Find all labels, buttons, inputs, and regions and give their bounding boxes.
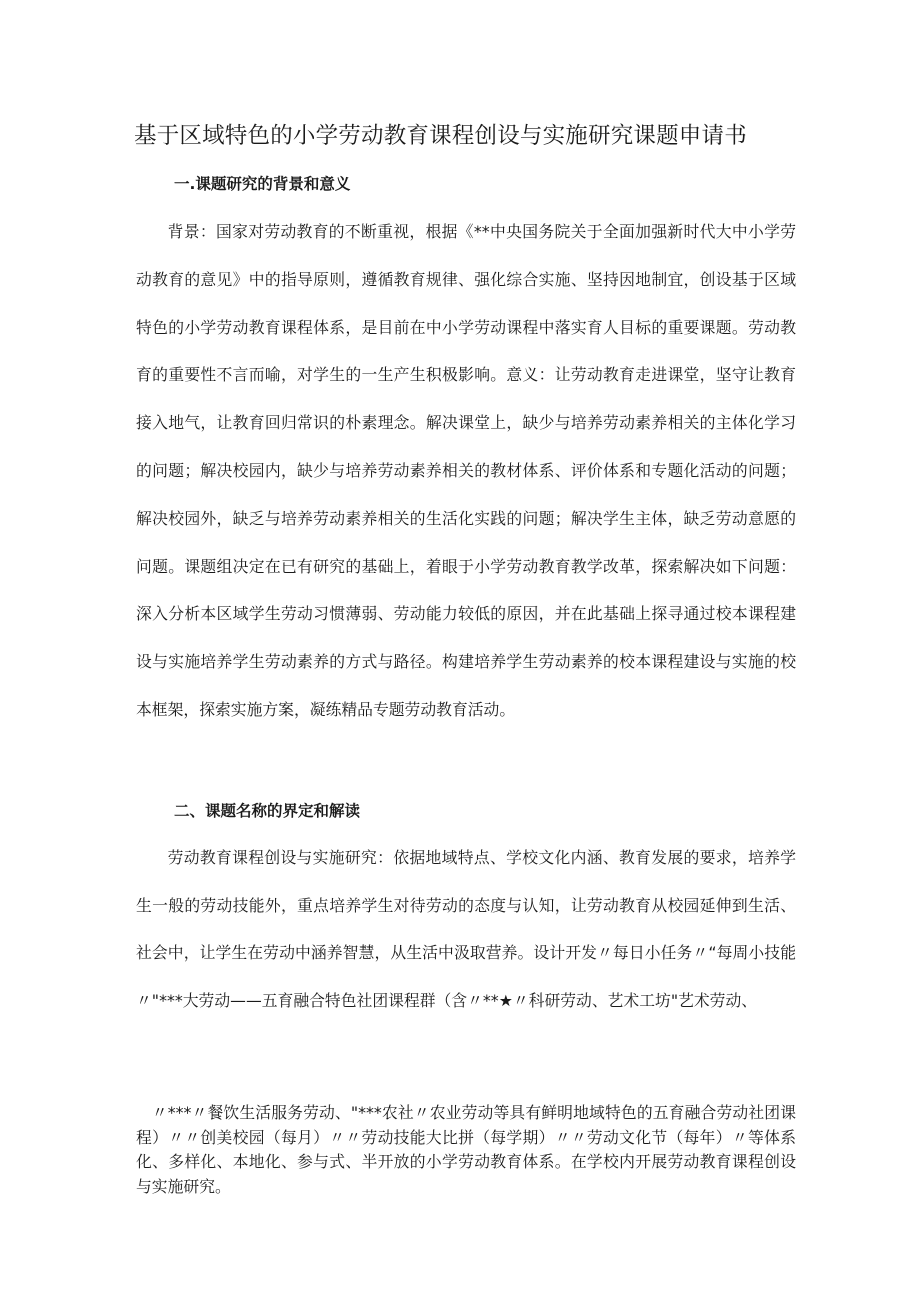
paragraph-background-significance: 背景：国家对劳动教育的不断重视，根据《**中央国务院关于全面加强新时代大中小学劳动教育的意见》中的指导原则，遵循教育规律、强化综合实施、坚持因地制宜，创设基于区域特色的小学劳动教育课程体系，是目前在中小学劳动课程中落实育人目标的重要课题。劳动教育的重要性不言而喻，对学生的一生产生积极影响。意义：让劳动教育走进课堂，坚守让教育接入地气，让教育回归常识的朴素理念。解决课堂上，缺少与培养劳动素养相关的主体化学习的问题；解决校园内，缺少与培养劳动素养相关的教材体系、评价体系和专题化活动的问题；解决校园外，缺乏与培养劳动素养相关的生活化实践的问题；解决学生主体，缺乏劳动意愿的问题。课题组决定在已有研究的基础上，着眼于小学劳动教育教学改革，探索解决如下问题：深入分析本区域学生劳动习惯薄弱、劳动能力较低的原因，并在此基础上探寻通过校本课程建设与实施培养学生劳动素养的方式与路径。构建培养学生劳动素养的校本课程建设与实施的校本框架，探索实施方案，凝练精品专题劳动教育活动。 — [136, 222, 796, 719]
section-heading-background: 一.课题研究的背景和意义 — [174, 175, 351, 193]
paragraph-definition-continued: 〃***〃餐饮生活服务劳动、"***农社〃农业劳动等具有鲜明地域特色的五育融合劳动社团课程）〃〃创美校园（每月）〃〃劳动技能大比拼（每学期）〃〃劳动文化节（每年）〃等体系化、多样化、本地化、参与式、半开放的小学劳动教育体系。在学校内开展劳动教育课程创设与实施研究。 — [136, 1103, 796, 1196]
paragraph-definition: 劳动教育课程创设与实施研究：依据地域特点、学校文化内涵、教育发展的要求，培养学生一般的劳动技能外，重点培养学生对待劳动的态度与认知，让劳动教育从校园延伸到生活、社会中，让学生在劳动中涵养智慧，从生活中汲取营养。设计开发〃每日小任务〃“每周小技能〃"***大劳动——五育融合特色社团课程群（含〃**★〃科研劳动、艺术工坊"艺术劳动、 — [136, 848, 796, 1010]
document-title: 基于区域特色的小学劳动教育课程创设与实施研究课题申请书 — [134, 123, 747, 149]
section-heading-definition: 二、课题名称的界定和解读 — [174, 802, 361, 820]
